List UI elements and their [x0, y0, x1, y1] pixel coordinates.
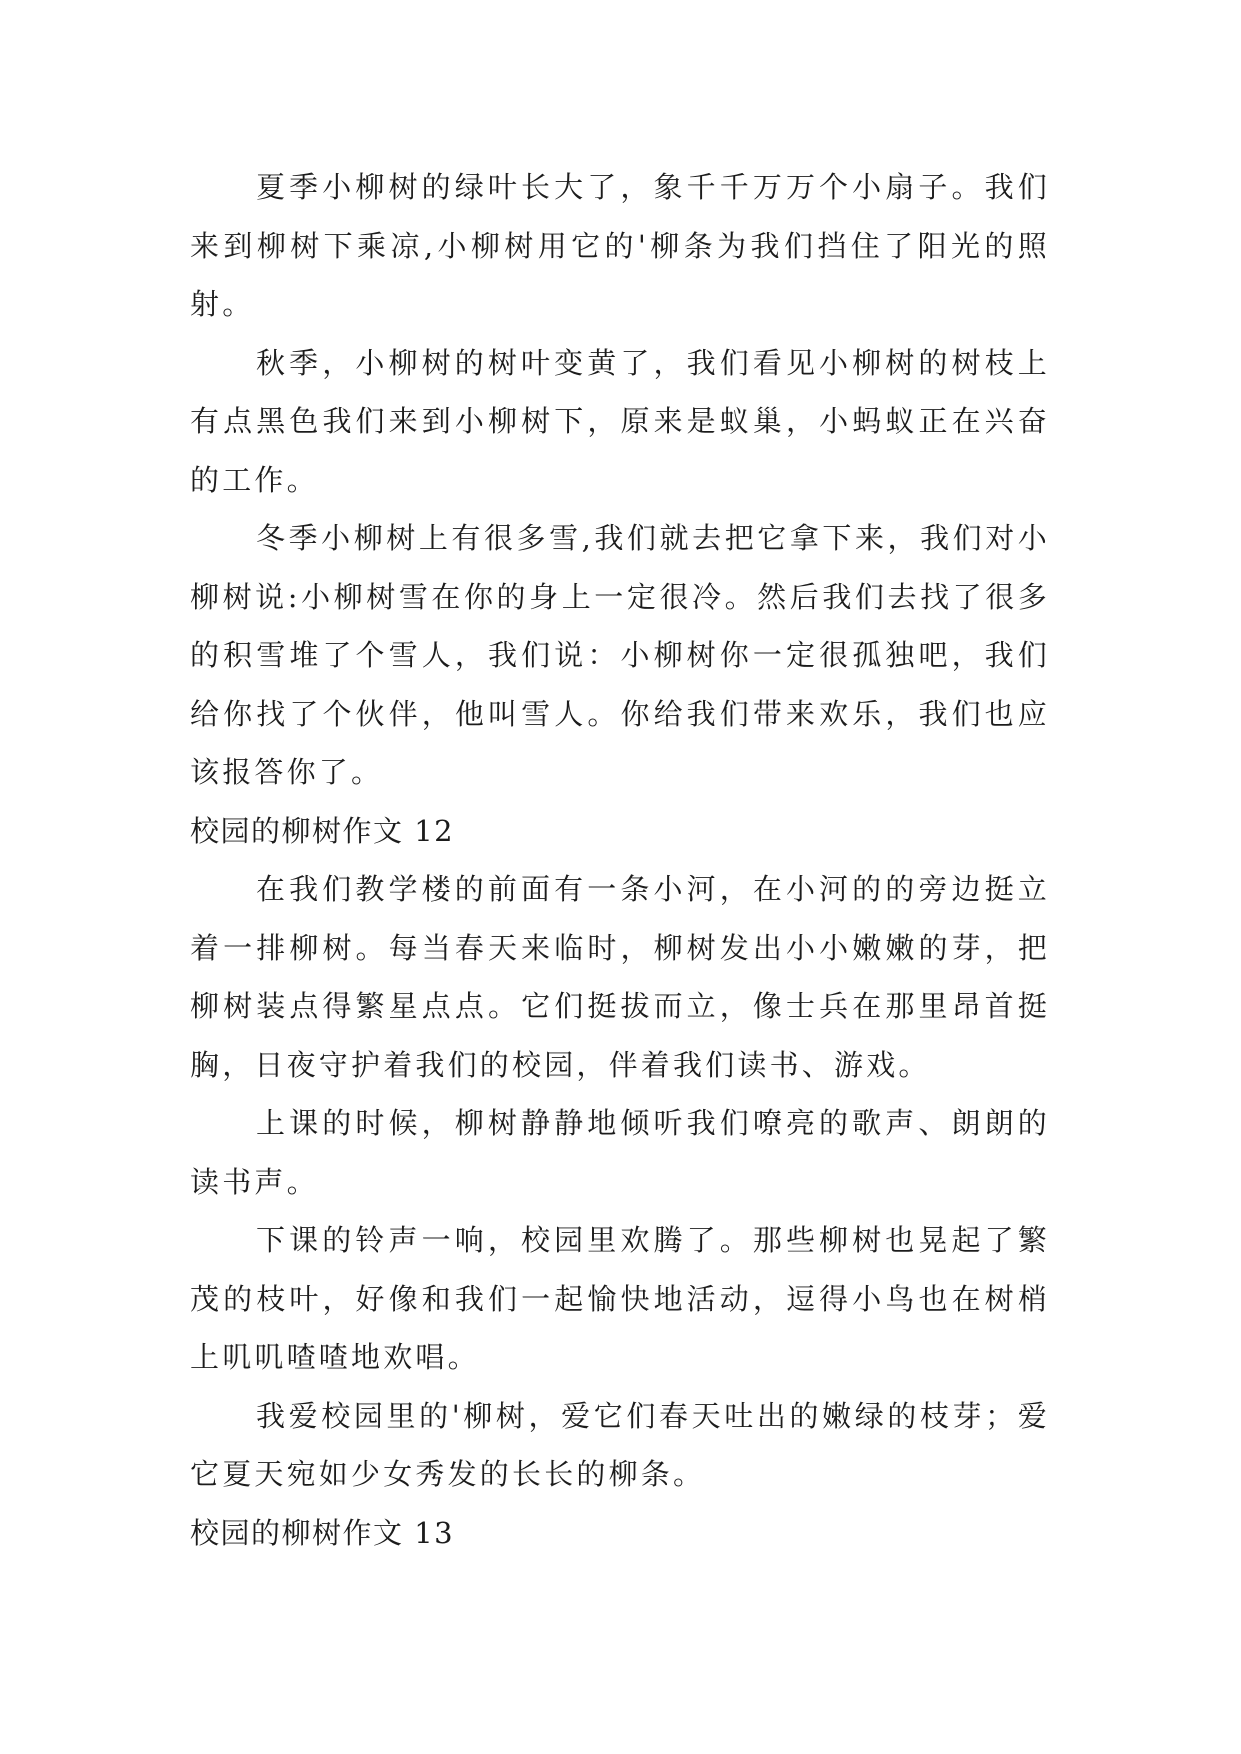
paragraph-summer-willow: 夏季小柳树的绿叶长大了，象千千万万个小扇子。我们来到柳树下乘凉,小柳树用它的'柳条为我们挡住了阳光的照射。 — [190, 170, 1050, 321]
document-body — [190, 158, 1050, 1562]
paragraph-love-willows: 我爱校园里的'柳树，爱它们春天吐出的嫩绿的枝芽；爱它夏天宛如少女秀发的长长的柳条。 — [190, 1398, 1050, 1491]
essay-heading-13: 校园的柳树作文 13 — [190, 1515, 455, 1550]
paragraph-winter-willow: 冬季小柳树上有很多雪,我们就去把它拿下来，我们对小柳树说:小柳树雪在你的身上一定很冷。然后我们去找了很多的积雪堆了个雪人，我们说：小柳树你一定很孤独吧，我们给你找了个伙伴，他叫雪人。你给我们带来欢乐，我们也应该报答你了。 — [190, 521, 1050, 789]
paragraph-autumn-willow: 秋季，小柳树的树叶变黄了，我们看见小柳树的树枝上有点黑色我们来到小柳树下，原来是蚁巢，小蚂蚁正在兴奋的工作。 — [190, 345, 1050, 497]
essay-heading-12: 校园的柳树作文 12 — [190, 813, 455, 848]
paragraph-class-time: 上课的时候，柳树静静地倾听我们嘹亮的歌声、朗朗的读书声。 — [190, 1106, 1050, 1199]
paragraph-break-time: 下课的铃声一响，校园里欢腾了。那些柳树也晃起了繁茂的枝叶，好像和我们一起愉快地活动，逗得小鸟也在树梢上叽叽喳喳地欢唱。 — [190, 1223, 1050, 1374]
paragraph-willows-by-river: 在我们教学楼的前面有一条小河，在小河的的旁边挺立着一排柳树。每当春天来临时，柳树发出小小嫩嫩的芽，把柳树装点得繁星点点。它们挺拔而立，像士兵在那里昂首挺胸，日夜守护着我们的校园，伴着我们读书、游戏。 — [190, 872, 1050, 1082]
